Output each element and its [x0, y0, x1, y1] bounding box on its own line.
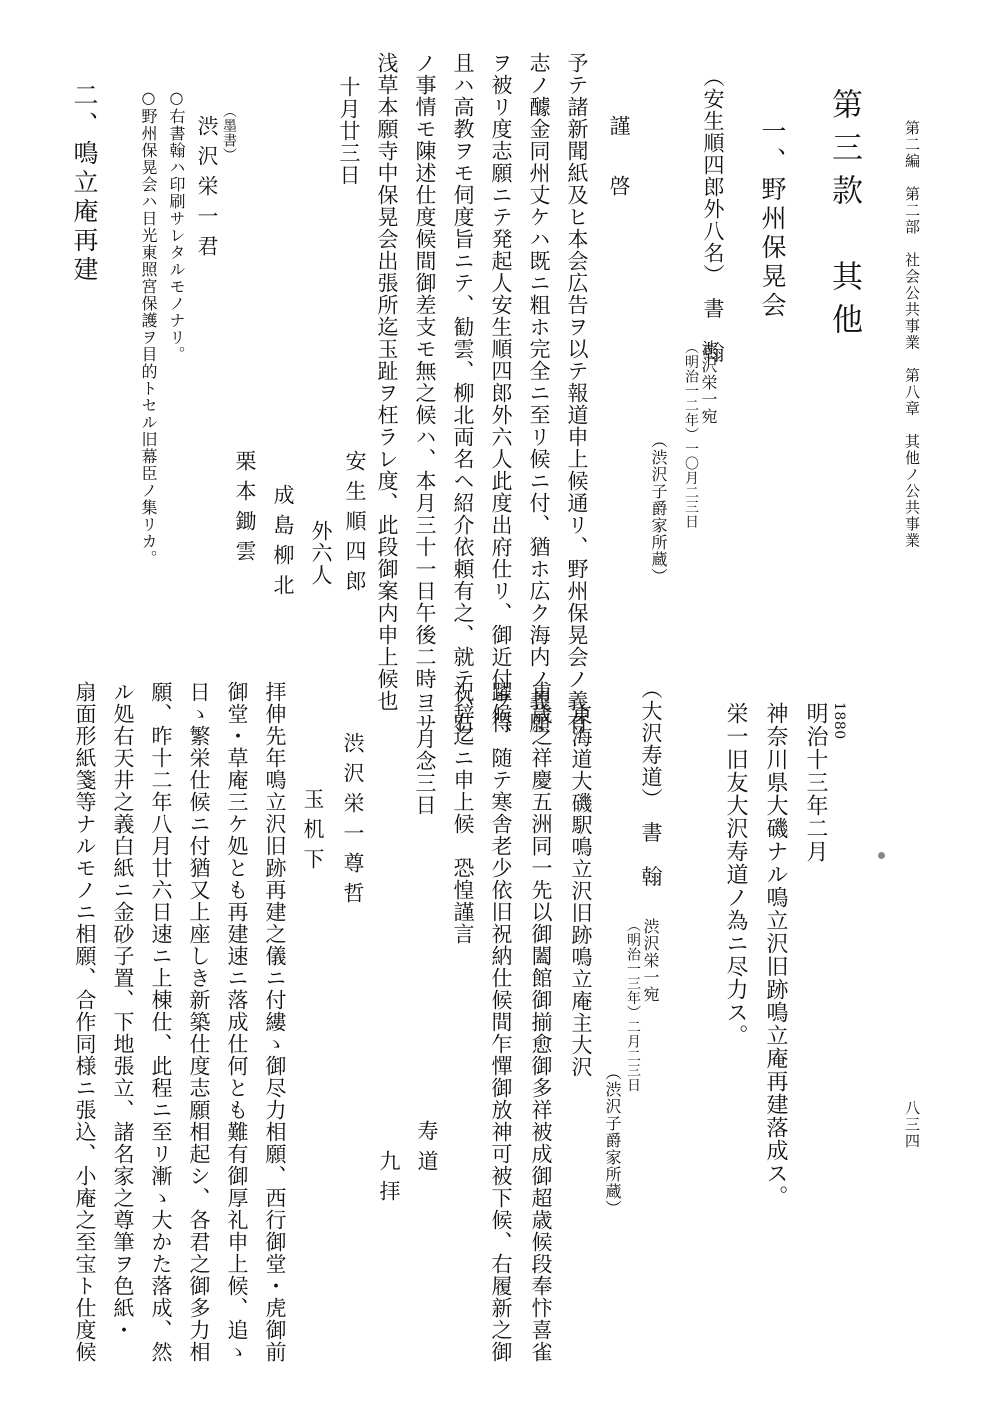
item1-body-line-1: 予テ諸新聞紙及ヒ本会広告ヲ以テ報道申上候通リ、野州保晃会ノ義有 — [565, 52, 589, 734]
item2-date: 二月念三日 — [413, 706, 437, 816]
item1-letter-from: （安生順四郎外八名） 書 翰 — [701, 66, 725, 364]
item1-note-1: ○右書翰ハ印刷サレタルモノナリ。 — [167, 88, 186, 363]
item2-body-b-line-5: ル処右天井之義白紙ニ金砂子置、下地張立、諸名家之尊筆ヲ色紙・ — [111, 681, 135, 1341]
item1-addressee: 渋沢栄一君 — [195, 115, 219, 265]
item2-provenance: （渋沢子爵家所蔵） — [603, 1064, 622, 1217]
item1-body-line-4: 且ハ高教ヲモ伺度旨ニテ、勧雲、柳北両名ヘ紹介依頼有之、就テハ右 — [451, 52, 475, 734]
item2-body-b-line-4: 願、昨十二年八月廿六日速ニ上棟仕、此程ニ至リ漸ゝ大かた落成、然 — [149, 681, 173, 1363]
item2-body-a-line-1: 東海道大磯駅鳴立沢旧跡鳴立庵主大沢 — [569, 704, 593, 1078]
item1-signer-2: 成島柳北 — [271, 484, 295, 604]
item1-body-line-2: 志ノ醵金同州丈ケハ既ニ粗ホ完全ニ至リ候ニ付、猶ホ広ク海内ノ義願 — [527, 52, 551, 734]
page-number: 八三四 — [903, 1100, 921, 1150]
item2-lead-1: 神奈川県大磯ナル鳴立沢旧跡鳴立庵再建落成ス。 — [763, 702, 788, 1208]
item2-body-b-line-2: 御堂・草庵三ケ処とも再建速ニ落成仕何とも難有御厚礼申上候、追ゝ — [225, 681, 249, 1363]
margin-dot — [878, 852, 885, 859]
running-header: 第二編 第二部 社会公共事業 第八章 其他ノ公共事業 — [903, 120, 921, 549]
item1-signer-1: 安生順四郎 — [343, 450, 367, 600]
item1-provenance: （渋沢子爵家所蔵） — [649, 432, 668, 585]
item1-body-line-5: ノ事情モ陳述仕度候間御差支モ無之候ハ、本月三十一日午後二時ヨリ — [413, 52, 437, 734]
item1-note-2: ○野州保晃会ハ日光東照宮保護ヲ目的トセル旧幕臣ノ集リカ。 — [139, 88, 158, 567]
item2-title: 二、鳴立庵再建 — [70, 82, 99, 285]
item1-salutation: 謹 啓 — [607, 115, 631, 205]
item1-title: 一、野州保晃会 — [758, 118, 787, 321]
item2-signer-closing: 九拝 — [377, 1150, 401, 1210]
item2-letter-to: 渋沢栄一宛 — [641, 918, 660, 1003]
year-note: 1880 — [831, 702, 847, 740]
item2-body-b-line-6: 扇面形紙箋等ナルモノニ相願、合作同様ニ張込、小庵之至宝ト仕度候 — [73, 681, 97, 1363]
item1-body-line-3: ヲ被リ度志願ニテ発起人安生順四郎外六人此度出府仕リ、御近付ヲ得 — [489, 52, 513, 734]
item2-letter-date: （明治一三年）二月二三日 — [625, 918, 641, 1092]
item2-signer: 寿道 — [415, 1120, 439, 1180]
item2-body-a-line-3: 躍候、随テ寒舎老少依旧祝納仕候間乍憚御放神可被下候、右履新之御 — [489, 681, 513, 1363]
item1-signer-3: 栗本鋤雲 — [233, 450, 257, 570]
item1-letter-date: （明治一二年）一〇月二三日 — [683, 340, 699, 529]
item1-body-line-6: 浅草本願寺中保晃会出張所迄玉趾ヲ枉ラレ度、此段御案内申上候也 — [375, 52, 399, 712]
item2-recipient: 渋沢栄一尊哲 — [341, 732, 365, 912]
item2-lead-2: 栄一旧友大沢寿道ノ為ニ尽力ス。 — [723, 702, 748, 1047]
item1-letter-to: 渋沢栄一宛 — [699, 340, 718, 425]
item2-body-b-line-3: 日ゝ繁栄仕候ニ付猶又上座しき新築仕度志願相起シ、各君之御多力相 — [187, 681, 211, 1363]
item2-letter-from: （大沢寿道） 書 翰 — [639, 678, 663, 888]
item1-addressee-note: （墨書） — [221, 104, 237, 162]
section-title: 第三款 其他 — [826, 88, 862, 346]
item2-body-a-line-2: 甫歳之祥慶五洲同一先以御闔館御揃愈御多祥被成御超歳候段奉忭喜雀 — [529, 681, 553, 1363]
item1-date: 十月廿三日 — [337, 76, 361, 186]
item2-recipient-honor: 玉机下 — [301, 788, 325, 878]
item2-body-a-line-4: 祝辞迄ニ申上候 恐惶謹言 — [451, 681, 475, 945]
item2-date-line: 明治十三年二月 — [803, 702, 828, 863]
item1-signer-1-note: 外六人 — [309, 520, 333, 586]
item2-body-b-line-1: 拝伸先年鳴立沢旧跡再建之儀ニ付縷ゝ御尽力相願、西行御堂・虎御前 — [263, 681, 287, 1363]
